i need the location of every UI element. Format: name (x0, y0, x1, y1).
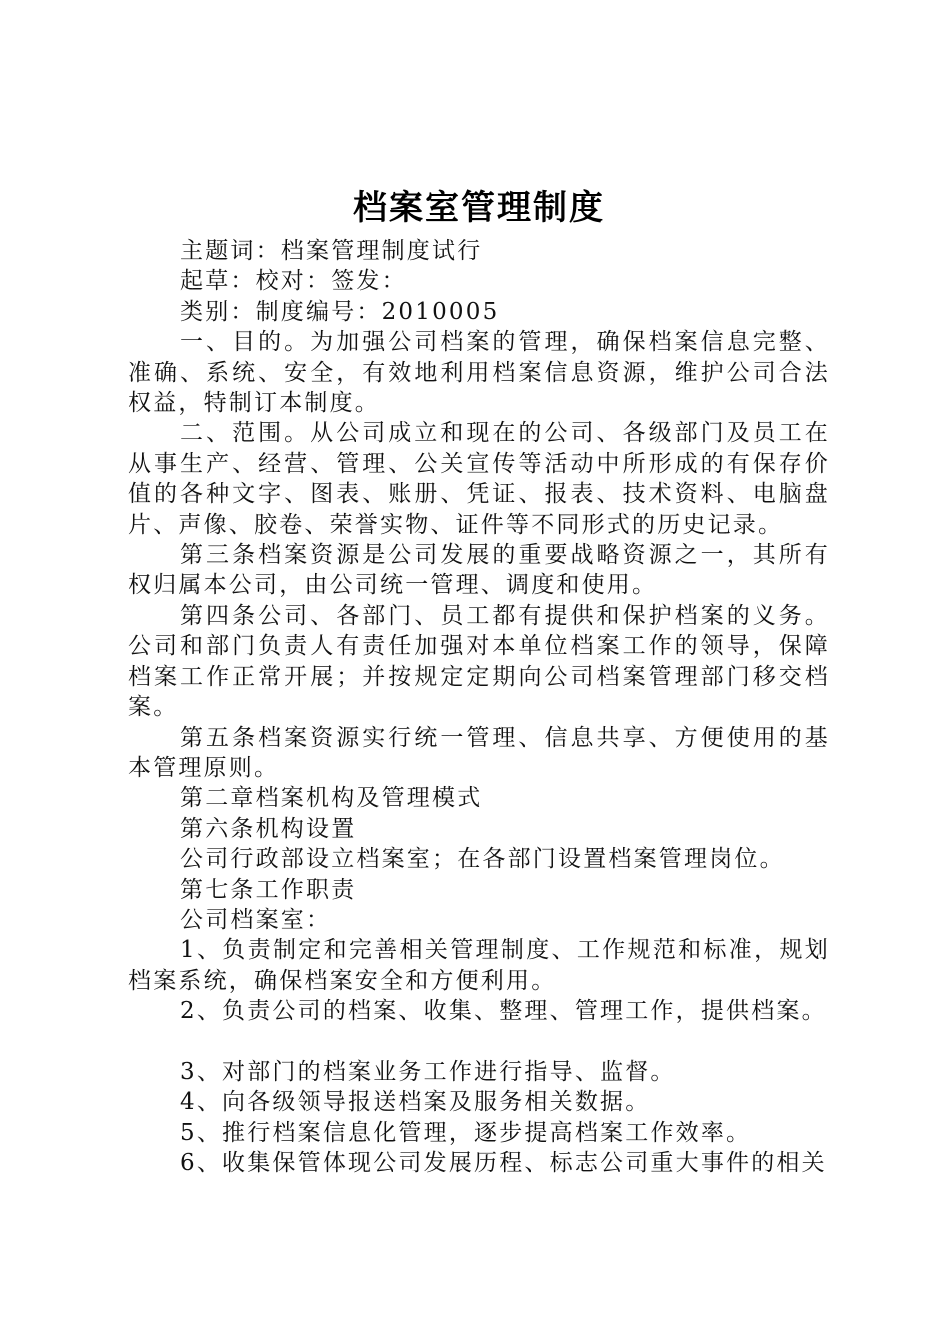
list-item-6: 6、收集保管体现公司发展历程、标志公司重大事件的相关 (180, 1150, 827, 1177)
paragraph-drafting: 起草：校对：签发： (180, 268, 407, 295)
list-item-4: 4、向各级领导报送档案及服务相关数据。 (180, 1089, 651, 1116)
paragraph-purpose: 一、目的。为加强公司档案的管理，确保档案信息完整、准确、系统、安全，有效地利用档案信息资源，维护公司合法权益，特制订本制度。 (128, 329, 830, 417)
paragraph-scope: 二、范围。从公司成立和现在的公司、各级部门及员工在从事生产、经营、管理、公关宣传等活动中所形成的有保存价值的各种文字、图表、账册、凭证、报表、技术资料、电脑盘片、声像、胶卷、荣誉实物、证件等不同形式的历史记录。 (128, 420, 830, 538)
paragraph-article-6: 第六条机构设置 (180, 815, 357, 842)
document-body (128, 188, 830, 1179)
list-item-1: 1、负责制定和完善相关管理制度、工作规范和标准，规划档案系统，确保档案安全和方便利用。 (128, 937, 830, 994)
paragraph-article-3: 第三条档案资源是公司发展的重要战略资源之一，其所有权归属本公司，由公司统一管理、调度和使用。 (128, 542, 830, 599)
list-item-3: 3、对部门的档案业务工作进行指导、监督。 (180, 1058, 676, 1085)
paragraph-archive-room: 公司档案室： (180, 906, 332, 933)
paragraph-article-5: 第五条档案资源实行统一管理、信息共享、方便使用的基本管理原则。 (128, 724, 830, 781)
paragraph-category: 类别：制度编号：2010005 (180, 298, 500, 325)
list-item-2: 2、负责公司的档案、收集、整理、管理工作，提供档案。 (180, 998, 827, 1025)
list-item-5: 5、推行档案信息化管理，逐步提高档案工作效率。 (180, 1119, 752, 1146)
paragraph-article-4: 第四条公司、各部门、员工都有提供和保护档案的义务。公司和部门负责人有责任加强对本单位档案工作的领导，保障档案工作正常开展；并按规定定期向公司档案管理部门移交档案。 (128, 602, 830, 721)
paragraph-article-7: 第七条工作职责 (180, 876, 357, 903)
chapter-2-heading: 第二章档案机构及管理模式 (180, 785, 483, 812)
paragraph-org-setup: 公司行政部设立档案室；在各部门设置档案管理岗位。 (180, 846, 785, 873)
blank-line (128, 1027, 830, 1057)
document-title: 档案室管理制度 (353, 188, 605, 228)
paragraph-subject: 主题词：档案管理制度试行 (180, 238, 483, 264)
